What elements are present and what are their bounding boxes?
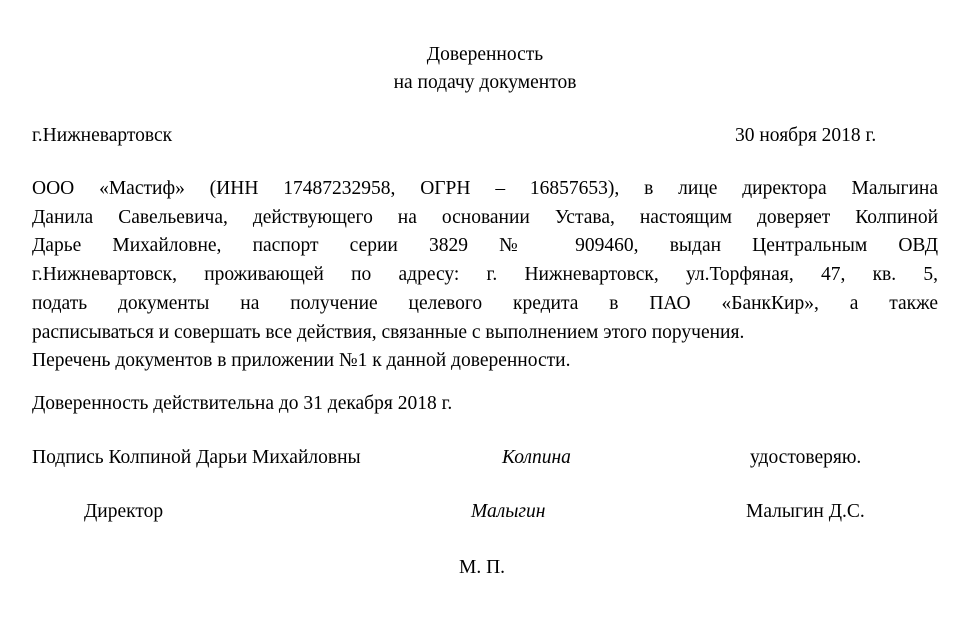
city: г.Нижневартовск <box>32 125 173 146</box>
body-paragraph <box>32 175 970 376</box>
certify-text: удостоверяю. <box>750 447 862 468</box>
director-signature: Малыгин <box>471 501 546 522</box>
body-line: ООО «Мастиф» (ИНН 17487232958, ОГРН – 16857653), в лице директора Малыгина <box>32 178 938 199</box>
document-title: Доверенность <box>426 44 544 65</box>
body-line: г.Нижневартовск, проживающей по адресу: г. Нижневартовск, ул.Торфяная, 47, кв. 5, <box>32 264 938 286</box>
body-line: подать документы на получение целевого кредита в ПАО «БанкКир», а также <box>32 292 938 314</box>
body-line: Данила Савельевича, действующего на основании Устава, настоящим доверяет Колпиной <box>32 206 938 228</box>
director-label: Директор <box>84 501 164 522</box>
signature-label: Подпись Колпиной Дарьи Михайловны <box>32 447 361 468</box>
document-subtitle: на подачу документов <box>393 72 577 93</box>
director-name: Малыгин Д.С. <box>746 501 865 522</box>
handwritten-signature: Колпина <box>502 447 571 468</box>
validity-statement: Доверенность действительна до 31 декабря 2018 г. <box>32 393 453 414</box>
body-line: Дарье Михайловне, паспорт серии 3829 № 909460, выдан Центральным ОВД <box>32 235 938 257</box>
date: 30 ноября 2018 г. <box>735 125 877 146</box>
seal-placeholder: М. П. <box>459 557 506 578</box>
body-line: расписываться и совершать все действия, связанные с выполнением этого поручения. <box>32 321 745 343</box>
body-line: Перечень документов в приложении №1 к данной доверенности. <box>32 350 571 372</box>
